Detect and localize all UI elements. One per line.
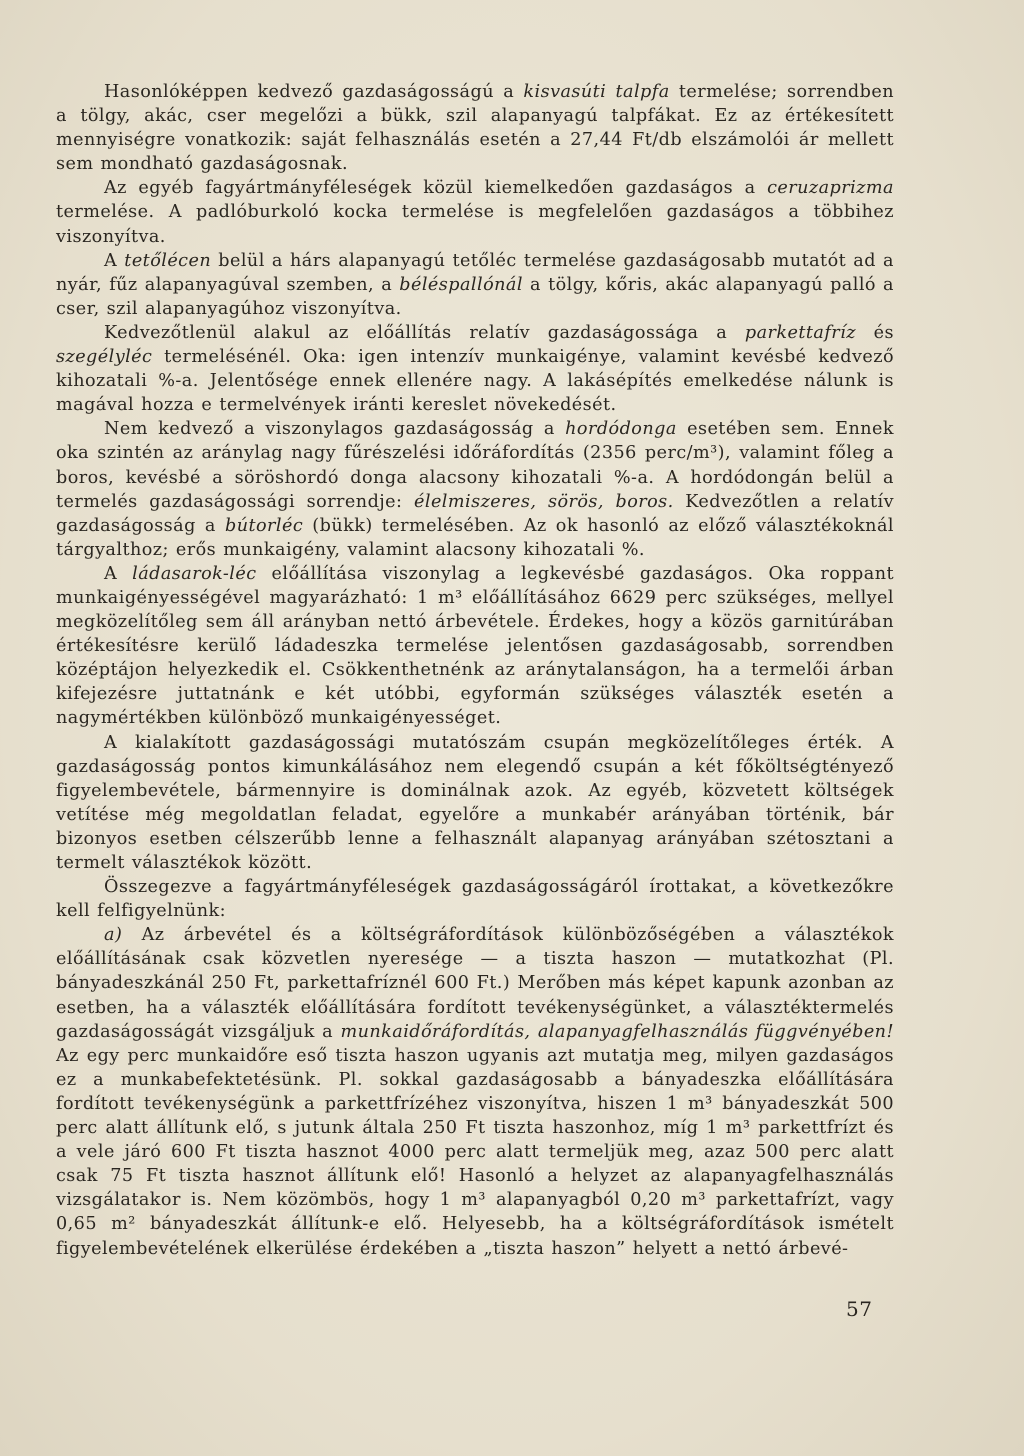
text-run: termelésénél. Oka: igen intenzív munkaigénye, valamint kevésbé kedvező kihozatali %-a. Jelentősége ennek ellenére nagy. A lakásépítés emelkedése nálunk is magával hozza e termelvények iránti kereslet növekedését. bbox=[56, 347, 894, 416]
paragraph bbox=[56, 80, 894, 176]
text-run: Kedvezőtlenül alakul az előállítás relatív gazdaságossága a bbox=[104, 322, 745, 343]
text-run: A kialakított gazdaságossági mutatószám csupán megközelítőleges érték. A gazdaságosság pontos kimunkálásához nem elegendő csupán a két főköltségtényező figyelembevétele, bármennyire is dominálnak azok. Az egyéb, közvetett költségek vetítése még megoldatlan feladat, egyelőre a munkabér arányában történik, bár bizonyos esetben célszerűbb lenne a felhasznált alapanyag arányában szétosztani a termelt választékok között. bbox=[56, 732, 894, 873]
italic-term: parkettafríz bbox=[744, 322, 856, 343]
italic-term: ceruzaprizma bbox=[767, 178, 894, 199]
text-run: Hasonlóképpen kedvező gazdaságosságú a bbox=[104, 82, 524, 102]
italic-term: szegélyléc bbox=[56, 347, 153, 368]
paragraph bbox=[56, 321, 894, 417]
paragraph bbox=[56, 562, 894, 731]
text-run: Nem kedvező a viszonylagos gazdaságosság a bbox=[104, 419, 566, 440]
italic-term: élelmiszeres, sörös, boros. bbox=[414, 491, 674, 512]
italic-term: munkaidőráfordítás, alapanyagfelhasználás függvényében! bbox=[340, 1021, 894, 1042]
paragraph bbox=[56, 875, 894, 923]
text-run: esetében sem. Ennek oka szintén az aránylag nagy fűrészelési időráfordítás (2356 perc/m³), valamint főleg a boros, kevésbé a söröshordó donga alacsony kihozatali %-a. A hordódongán belül a termelés gazdaságossági sorrendje: bbox=[56, 419, 894, 512]
text-run: Az árbevétel és a költségráfordítások különbözőségében a választékok előállításának csak közvetlen nyeresége — a tiszta haszon — mutatkozhat (Pl. bányadeszkánál 250 Ft, parkettafríznél 600 Ft.) Merőben más képet kapunk azonban az esetben, ha a választék előállítására fordított tevékenységünket, a választéktermelés gazdaságosságát vizsgáljuk a bbox=[56, 925, 894, 1042]
paragraph bbox=[56, 249, 894, 321]
page-number: 57 bbox=[846, 1297, 873, 1321]
paragraph bbox=[56, 731, 894, 876]
text-run: előállítása viszonylag a legkevésbé gazdaságos. Oka roppant munkaigényességével magyarázható: 1 m³ előállításához 6629 perc szükséges, mellyel megközelítőleg sem áll arányban nettó árbevétele. Érdekes, hogy a közös garnitúrában értékesítésre kerülő ládadeszka termelése jelentősen gazdaságosabb, sorrendben középtájon helyezkedik el. Csökkenthetnénk az aránytalanságon, ha a termelői árban kifejezésre juttatnánk e két utóbbi, egyformán szükséges választék esetén a nagymértékben különböző munkaigényességet. bbox=[56, 563, 894, 729]
text-run: és bbox=[855, 322, 895, 343]
text-run: A bbox=[104, 250, 125, 271]
italic-term: bútorléc bbox=[225, 515, 304, 536]
text-run: termelése. A padlóburkoló kocka termelése is megfelelően gazdaságos a többihez viszonyítva. bbox=[56, 202, 894, 247]
italic-term: a) bbox=[104, 925, 123, 946]
text-run: A bbox=[104, 563, 133, 584]
body-text bbox=[56, 80, 894, 1261]
italic-term: tetőlécen bbox=[124, 250, 212, 271]
text-run: termelése; sorrendben a tölgy, akác, cser megelőzi a bükk, szil alapanyagú talpfákat. Ez az értékesített mennyiségre vonatkozik: saját felhasználás esetén a 27,44 Ft/db elszámolói ár mellett sem mondható gazdaságosnak. bbox=[56, 82, 894, 175]
italic-term: ládasarok-léc bbox=[132, 563, 257, 584]
italic-term: béléspallónál bbox=[399, 274, 523, 295]
italic-term: hordódonga bbox=[565, 419, 677, 440]
paragraph bbox=[56, 923, 894, 1260]
text-run: (bükk) termelésében. Az ok hasonló az előző választékoknál tárgyalthoz; erős munkaigény, valamint alacsony kihozatali %. bbox=[56, 515, 894, 560]
paragraph bbox=[56, 176, 894, 248]
text-run: a tölgy, kőris, akác alapanyagú palló a cser, szil alapanyagúhoz viszonyítva. bbox=[56, 274, 894, 319]
italic-term: kisvasúti talpfa bbox=[523, 82, 670, 102]
text-run: Kedvezőtlen a relatív gazdaságosság a bbox=[56, 491, 895, 536]
text-run: Összegezve a fagyártmányféleségek gazdaságosságáról írottakat, a következőkre kell felfigyelnünk: bbox=[56, 877, 894, 922]
paragraph bbox=[56, 417, 894, 562]
text-run: belül a hárs alapanyagú tetőléc termelése gazdaságosabb mutatót ad a nyár, fűz alapanyagúval szemben, a bbox=[56, 250, 894, 295]
text-run: Az egyéb fagyártmányféleségek közül kiemelkedően gazdaságos a bbox=[104, 178, 768, 199]
text-run: Az egy perc munkaidőre eső tiszta haszon ugyanis azt mutatja meg, milyen gazdaságos ez a munkabefektetésünk. Pl. sokkal gazdaságosabb a bányadeszka előállítására fordított tevékenységünk a parkettfrízéhez viszonyítva, hiszen 1 m³ bányadeszkát 500 perc alatt állítunk elő, s jutunk általa 250 Ft tiszta haszonhoz, míg 1 m³ parkettfrízt és a vele járó 600 Ft tiszta hasznot 4000 perc alatt termeljük meg, azaz 500 perc alatt csak 75 Ft tiszta hasznot állítunk elő! Hasonló a helyzet az alapanyagfelhasználás vizsgálatakor is. Nem közömbös, hogy 1 m³ alapanyagból 0,20 m³ parkettafrízt, vagy 0,65 m² bányadeszkát állítunk-e elő. Helyesebb, ha a költségráfordítások ismételt figyelembevételének elkerülése érdekében a „tiszta haszon” helyett a nettó árbevé- bbox=[56, 1045, 894, 1259]
